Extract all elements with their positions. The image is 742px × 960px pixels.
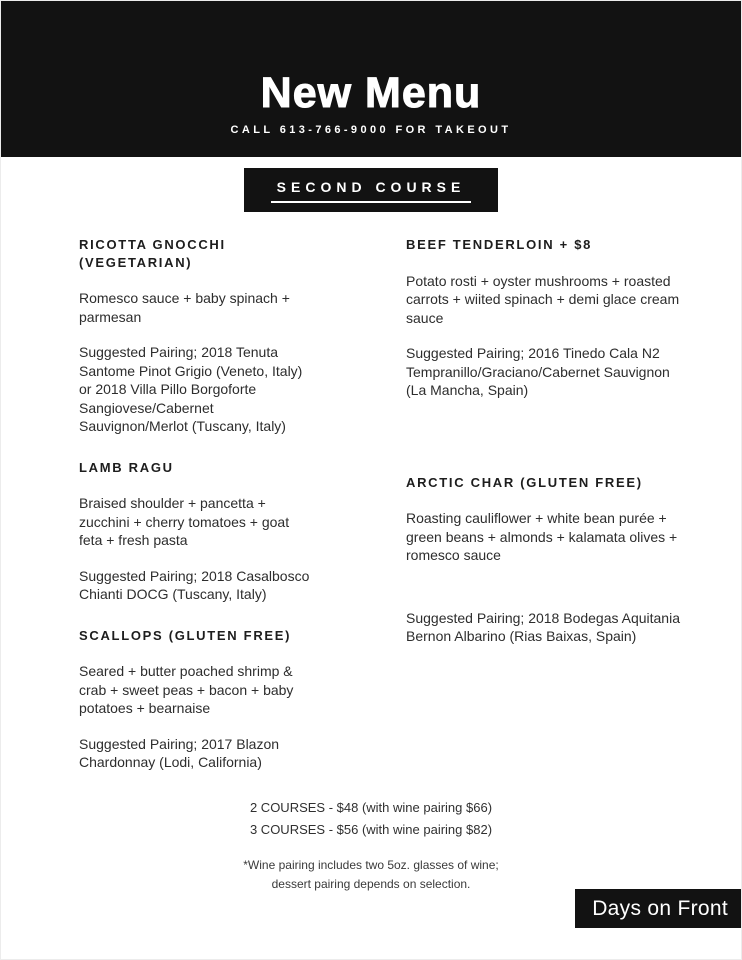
menu-item-name: BEEF TENDERLOIN + $8 xyxy=(406,237,593,252)
menu-item-pairing: Suggested Pairing; 2018 Casalbosco Chianti DOCG (Tuscany, Italy) xyxy=(79,567,310,603)
menu-item-name: RICOTTA GNOCCHI (VEGETARIAN) xyxy=(79,237,226,270)
takeout-phone-line: CALL 613-766-9000 FOR TAKEOUT xyxy=(230,124,512,136)
footnote-line-2: dessert pairing depends on selection. xyxy=(271,876,471,891)
menu-item-arctic-char xyxy=(406,474,688,646)
menu-item-lamb-ragu xyxy=(79,459,316,604)
footnote-line-1: *Wine pairing includes two 5oz. glasses of wine; xyxy=(243,857,499,872)
menu-columns xyxy=(1,212,741,795)
menu-item-description: Seared + butter poached shrimp & crab + sweet peas + bacon + baby potatoes + bearnaise xyxy=(79,663,294,717)
course-pricing xyxy=(1,797,741,841)
menu-item-description: Braised shoulder + pancetta + zucchini + cherry tomatoes + goat feta + fresh pasta xyxy=(79,495,290,549)
menu-item-scallops xyxy=(79,627,316,772)
menu-item-pairing: Suggested Pairing; 2016 Tinedo Cala N2 Tempranillo/Graciano/Cabernet Sauvignon (La Mancha, Spain) xyxy=(406,345,670,399)
pricing-line-2-courses: 2 COURSES - $48 (with wine pairing $66) xyxy=(249,799,493,815)
menu-item-pairing: Suggested Pairing; 2018 Tenuta Santome Pinot Grigio (Veneto, Italy) or 2018 Villa Pillo Borgoforte Sangiovese/Cabernet Sauvignon/Merlot (Tuscany, Italy) xyxy=(79,344,303,435)
menu-item-beef-tenderloin xyxy=(406,236,688,400)
section-title: SECOND COURSE xyxy=(271,177,472,203)
pricing-line-3-courses: 3 COURSES - $56 (with wine pairing $82) xyxy=(249,821,493,837)
menu-title: New Menu xyxy=(260,69,482,117)
menu-column-right xyxy=(406,236,688,795)
menu-item-description: Roasting cauliflower + white bean purée + green beans + almonds + kalamata olives + romesco sauce xyxy=(406,510,678,564)
menu-item-pairing: Suggested Pairing; 2018 Bodegas Aquitania Bernon Albarino (Rias Baixas, Spain) xyxy=(406,609,680,645)
wine-pairing-footnote xyxy=(1,856,741,894)
menu-item-name: ARCTIC CHAR (GLUTEN FREE) xyxy=(406,474,643,490)
restaurant-name: Days on Front xyxy=(592,896,728,920)
menu-column-left xyxy=(79,236,316,795)
menu-item-name: SCALLOPS (GLUTEN FREE) xyxy=(79,627,292,643)
menu-item-description: Romesco sauce + baby spinach + parmesan xyxy=(79,290,290,325)
menu-item-pairing: Suggested Pairing; 2017 Blazon Chardonnay (Lodi, California) xyxy=(79,735,280,771)
menu-item-ricotta-gnocchi xyxy=(79,236,316,436)
restaurant-brand-bar xyxy=(575,889,741,928)
menu-item-description: Potato rosti + oyster mushrooms + roasted carrots + wiited spinach + demi glace cream sauce xyxy=(406,272,680,326)
section-title-bar xyxy=(244,168,498,212)
header-banner xyxy=(1,1,741,157)
menu-item-name: LAMB RAGU xyxy=(79,459,174,475)
